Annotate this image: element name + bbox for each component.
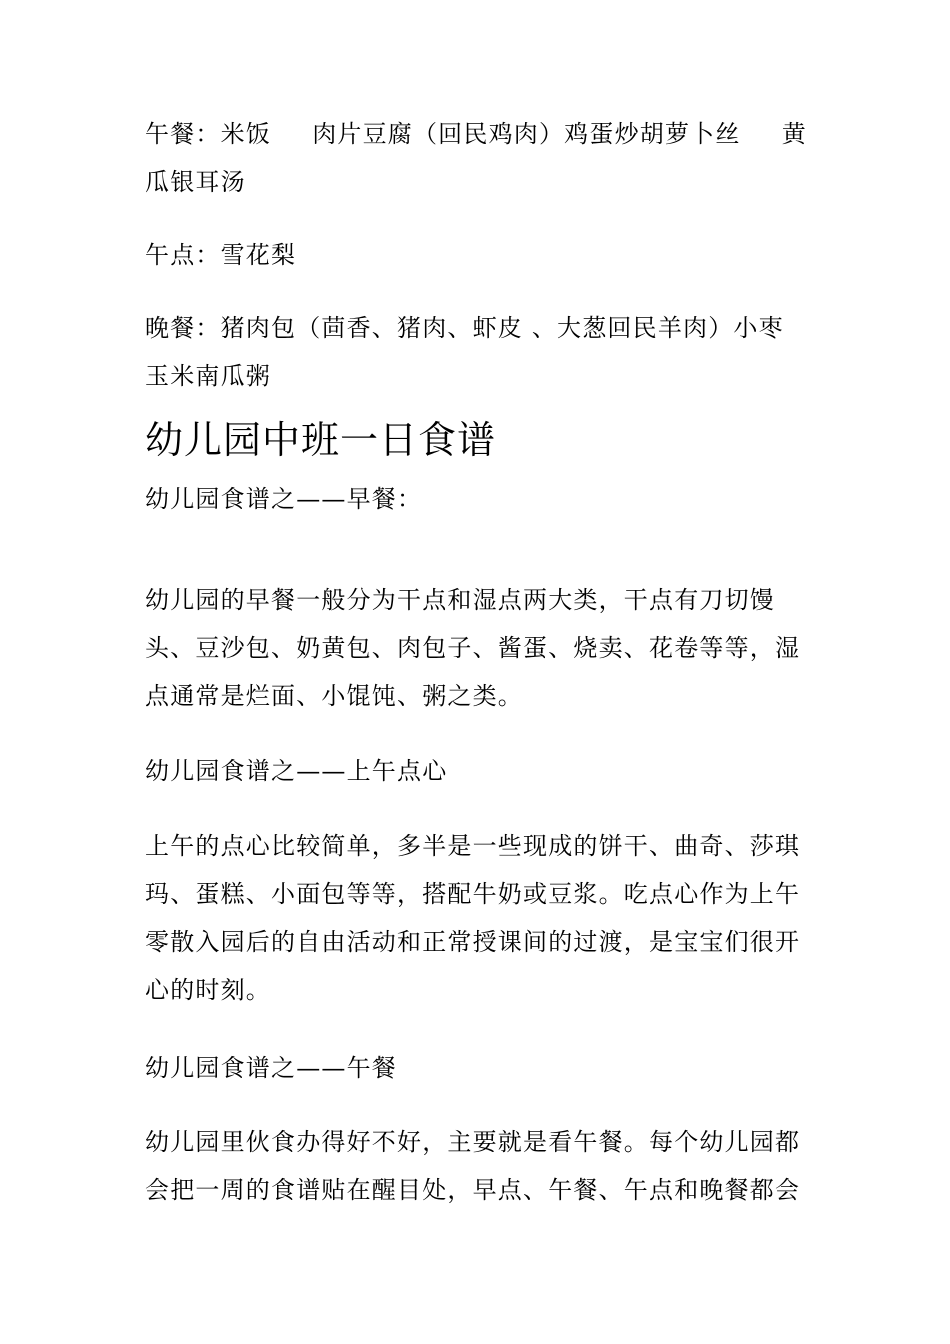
- lunch-line-2: 会把一周的食谱贴在醒目处，早点、午餐、午点和晚餐都会: [145, 1176, 801, 1204]
- dinner-menu-line-1: 晚餐：猪肉包（茴香、猪肉、虾皮 、大葱回民羊肉）小枣: [145, 314, 784, 342]
- morning-snack-line-2: 玛、蛋糕、小面包等等，搭配牛奶或豆浆。吃点心作为上午: [145, 880, 801, 908]
- lunch-heading-text: 幼儿园食谱之——午餐: [145, 1054, 397, 1082]
- breakfast-line-1: 幼儿园的早餐一般分为干点和湿点两大类，干点有刀切馒: [145, 586, 775, 614]
- breakfast-paragraph: [145, 576, 807, 720]
- breakfast-line-2: 头、豆沙包、奶黄包、肉包子、酱蛋、烧卖、花卷等等，湿: [145, 634, 801, 662]
- morning-snack-line-3: 零散入园后的自由活动和正常授课间的过渡，是宝宝们很开: [145, 928, 801, 956]
- afternoon-snack-paragraph: [145, 231, 807, 279]
- lunch-menu-line-1: [145, 110, 807, 158]
- afternoon-snack-line: 午点：雪花梨: [145, 241, 297, 269]
- morning-snack-line-1: 上午的点心比较简单，多半是一些现成的饼干、曲奇、莎琪: [145, 832, 801, 860]
- lunch-menu-line-2: 瓜银耳汤: [145, 168, 246, 196]
- morning-snack-heading-text: 幼儿园食谱之——上午点心: [145, 757, 448, 785]
- lunch-menu-paragraph: [145, 110, 807, 206]
- breakfast-line-3: 点通常是烂面、小馄饨、粥之类。: [145, 682, 523, 710]
- morning-snack-heading: [145, 747, 807, 795]
- dinner-menu-line-2: 玉米南瓜粥: [145, 362, 271, 390]
- article-title: 幼儿园中班一日食谱: [145, 418, 497, 462]
- lunch-menu-soup-start: 黄: [781, 120, 807, 148]
- breakfast-heading: [145, 475, 807, 523]
- lunch-line-1: 幼儿园里伙食办得好不好，主要就是看午餐。每个幼儿园都: [145, 1128, 801, 1156]
- breakfast-heading-text: 幼儿园食谱之——早餐：: [145, 485, 423, 513]
- morning-snack-line-4: 心的时刻。: [145, 976, 271, 1004]
- lunch-paragraph: [145, 1118, 807, 1214]
- lunch-heading: [145, 1044, 807, 1092]
- morning-snack-paragraph: [145, 822, 807, 1014]
- lunch-menu-dishes: 肉片豆腐（回民鸡肉）鸡蛋炒胡萝卜丝: [312, 120, 741, 148]
- dinner-menu-paragraph: [145, 304, 807, 400]
- lunch-menu-staple: 午餐：米饭: [145, 120, 271, 148]
